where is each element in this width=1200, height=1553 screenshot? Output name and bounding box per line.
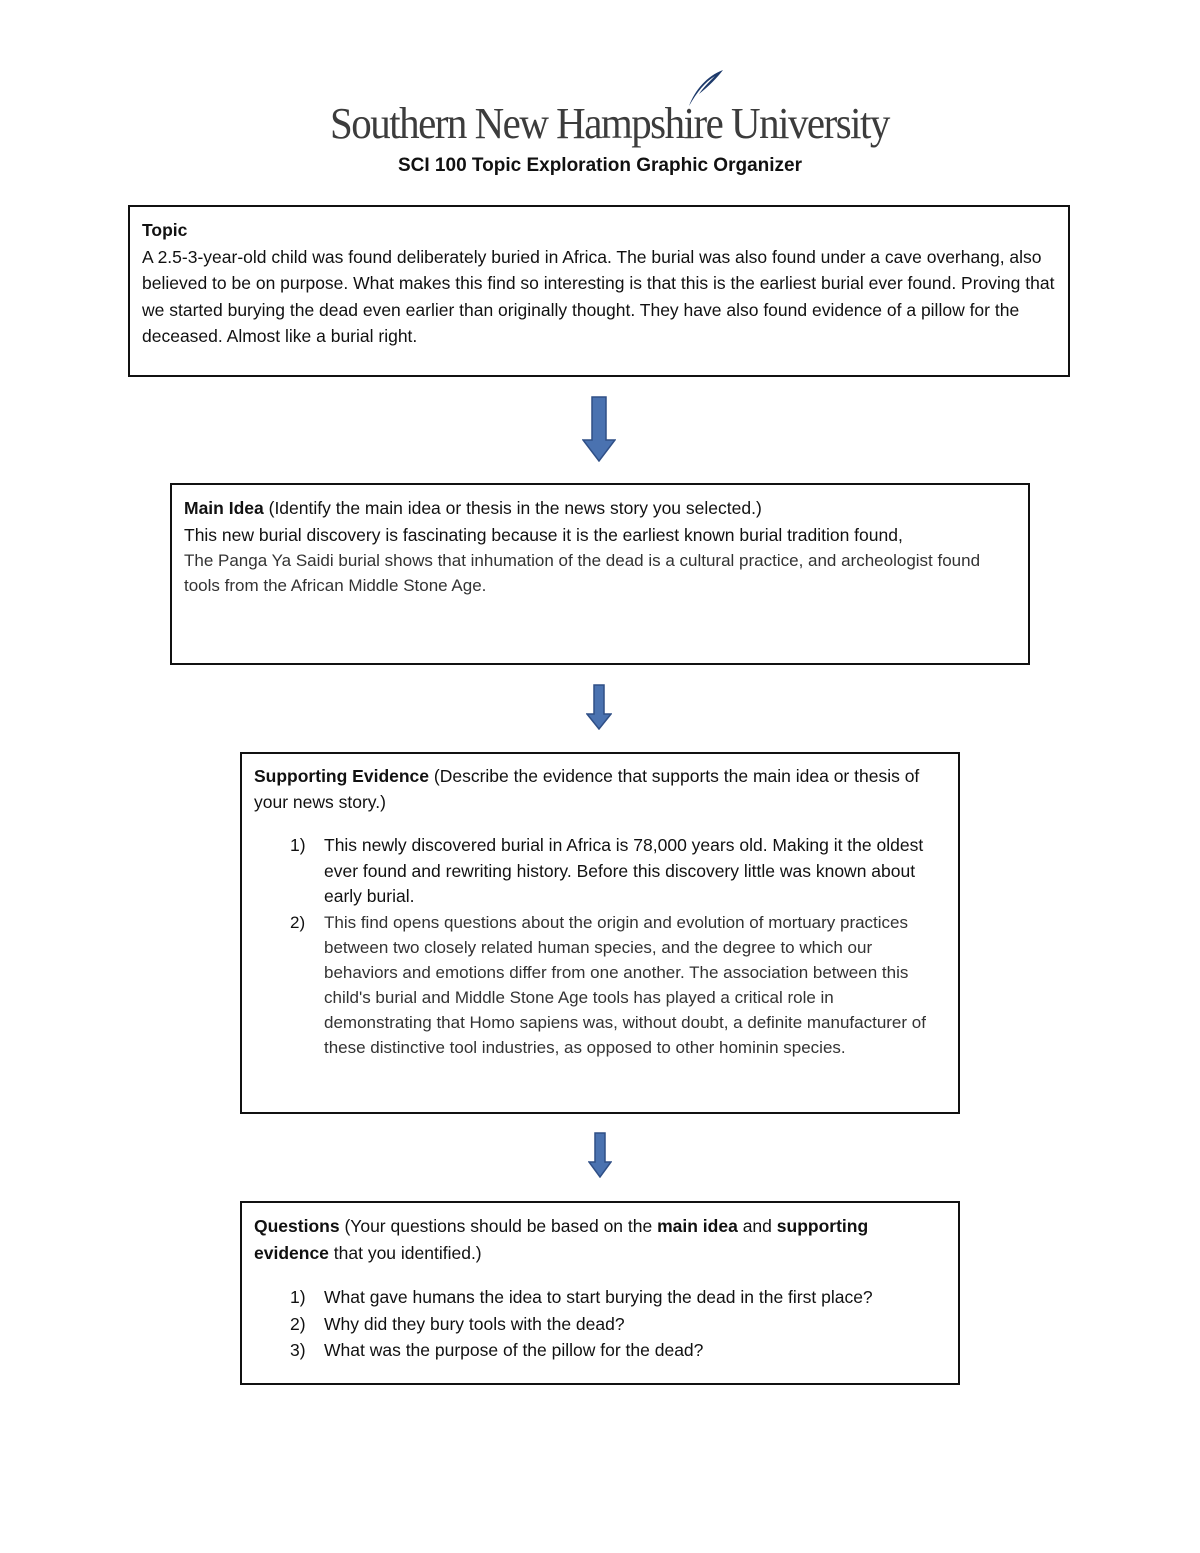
evidence-number: 1) xyxy=(290,835,306,855)
topic-label: Topic xyxy=(142,220,188,240)
main-idea-line1: This new burial discovery is fascinating because it is the earliest known burial tradition found, xyxy=(184,524,903,545)
down-arrow-icon xyxy=(586,684,612,730)
evidence-item xyxy=(254,910,946,1060)
question-number: 2) xyxy=(290,1313,306,1334)
questions-prompt-main-idea: main idea xyxy=(657,1216,738,1236)
question-item xyxy=(254,1284,946,1311)
questions-prompt-part: and xyxy=(737,1216,777,1236)
question-number: 3) xyxy=(290,1340,306,1360)
questions-label: Questions xyxy=(254,1216,340,1236)
down-arrow-icon xyxy=(588,1132,612,1178)
main-idea-line2: The Panga Ya Saidi burial shows that inhumation of the dead is a cultural practice, and archeologist found tools from the African Middle Stone Age. xyxy=(184,551,981,595)
question-text: Why did they bury tools with the dead? xyxy=(324,1313,625,1334)
evidence-list xyxy=(254,833,946,1060)
questions-prompt-part: (Your questions should be based on the xyxy=(339,1216,658,1236)
evidence-text: This newly discovered burial in Africa is 78,000 years old. Making it the oldest ever found and rewriting history. Before this discovery little was known about early burial. xyxy=(324,835,924,906)
questions-prompt-part: that you identified.) xyxy=(328,1242,482,1263)
evidence-text: This find opens questions about the origin and evolution of mortuary practices between two closely related human species, and the degree to which our behaviors and emotions differ from one another. The association between this child's burial and Middle Stone Age tools has played a critical role in demonstrating that Homo sapiens was, without doubt, a definite manufacturer of these distinctive tool industries, as opposed to other hominin species. xyxy=(324,912,926,1057)
question-item xyxy=(254,1337,946,1364)
question-text: What was the purpose of the pillow for the dead? xyxy=(324,1340,704,1360)
question-number: 1) xyxy=(290,1287,306,1307)
document-title: SCI 100 Topic Exploration Graphic Organizer xyxy=(397,155,803,176)
down-arrow-icon xyxy=(582,396,616,462)
questions-prompt-supporting-evidence: supporting evidence xyxy=(254,1216,869,1263)
question-text: What gave humans the idea to start burying the dead in the first place? xyxy=(324,1287,873,1307)
questions-box xyxy=(240,1201,960,1385)
topic-text: A 2.5-3-year-old child was found deliberately buried in Africa. The burial was also found under a cave overhang, also believed to be on purpose. What makes this find so interesting is that this is the earliest burial ever found. Proving that we started burying the dead even earlier than originally thought. They have also found evidence of a pillow for the deceased. Almost like a burial right. xyxy=(142,246,1055,346)
evidence-item xyxy=(254,833,946,910)
topic-box xyxy=(128,205,1070,377)
questions-list xyxy=(254,1284,946,1364)
main-idea-label: Main Idea xyxy=(184,498,264,518)
question-item xyxy=(254,1311,946,1338)
supporting-evidence-prompt: (Describe the evidence that supports the main idea or thesis of your news story.) xyxy=(254,766,920,812)
supporting-evidence-box xyxy=(240,752,960,1114)
main-idea-prompt: (Identify the main idea or thesis in the news story you selected.) xyxy=(263,498,762,518)
main-idea-box xyxy=(170,483,1030,665)
supporting-evidence-label: Supporting Evidence xyxy=(254,766,430,786)
university-logo xyxy=(330,68,889,158)
evidence-number: 2) xyxy=(290,912,306,932)
university-logo-feather-icon xyxy=(685,68,725,108)
university-name: Southern New Hampshire University xyxy=(330,99,889,148)
